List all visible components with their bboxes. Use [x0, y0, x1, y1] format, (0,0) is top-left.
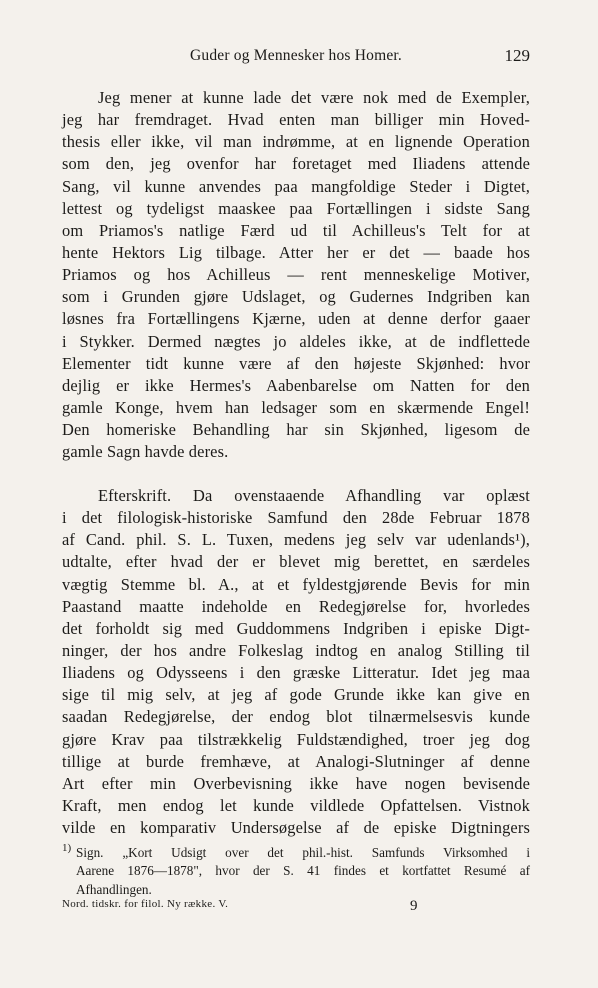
text-line: Iliadens og Odysseens i den græske Litteratur. Idet jeg maa — [62, 663, 530, 683]
signature-footer — [62, 898, 530, 916]
journal-signature: Nord. tidskr. for filol. Ny række. V. — [62, 898, 229, 910]
text-line: Den homeriske Behandling har sin Skjønhed, ligesom de — [62, 420, 530, 440]
text-line: jeg har fremdraget. Hvad enten man billiger min Hoved- — [62, 110, 530, 130]
text-line: i Stykker. Dermed nægtes jo aldeles ikke, at de indflettede — [62, 331, 530, 351]
text-line: thesis eller ikke, vil man indrømme, at en lignende Operation — [62, 132, 530, 152]
text-line: lettest og tydeligst maaskee paa Fortællingen i sidste Sang — [62, 198, 530, 218]
text-line: sige til mig selv, at jeg af gode Grunde ikke kan give en — [62, 685, 530, 705]
text-line: vægtig Stemme bl. A., at et fyldestgjørende Bevis for min — [62, 574, 530, 594]
text-line: løsnes fra Fortællingens Kjærne, uden at denne derfor gaaer — [62, 309, 530, 329]
footnote-line: Aarene 1876—1878", hvor der S. 41 findes et kortfattet Resumé af — [76, 863, 530, 879]
text-line: Sang, vil kunne anvendes paa mangfoldige Steder i Digtet, — [62, 176, 530, 196]
text-line: Priamos og hos Achilleus — rent menneskelige Motiver, — [62, 265, 530, 285]
text-line: i det filologisk-historiske Samfund den 28de Februar 1878 — [62, 508, 530, 528]
text-line: tillige at burde fremhæve, at Analogi-Slutninger af denne — [62, 751, 530, 771]
text-line: gamle Konge, hvem han ledsager som en skærmende Engel! — [62, 397, 530, 417]
text-line: om Priamos's natlige Færd ud til Achilleus's Telt for at — [62, 220, 530, 240]
text-line: udtalte, efter hvad der er blevet mig berettet, en særdeles — [62, 552, 530, 572]
text-line: saadan Redegjørelse, der endog blot tilnærmelsesvis kunde — [62, 707, 530, 727]
text-line: hente Hektors Lig tilbage. Atter her er det — baade hos — [62, 242, 530, 262]
text-line: som i Grunden gjøre Udslaget, og Gudernes Indgriben kan — [62, 287, 530, 307]
text-line: dejlig er ikke Hermes's Aabenbarelse om Natten for den — [62, 375, 530, 395]
text-line: som den, jeg ovenfor har foretaget med Iliadens attende — [62, 154, 530, 174]
paragraph-1 — [62, 87, 530, 463]
running-title: Guder og Mennesker hos Homer. — [190, 47, 402, 64]
page-number: 129 — [504, 46, 530, 65]
text-line: Art efter min Overbevisning ikke have nogen bevisende — [62, 773, 530, 793]
sheet-number: 9 — [410, 898, 418, 914]
text-line: Paastand maatte indeholde en Redegjørelse for, hvorledes — [62, 596, 530, 616]
page-header — [62, 47, 530, 67]
footnote — [62, 844, 530, 899]
text-line: Kraft, men endog let kunde vildlede Opfattelsen. Vistnok — [62, 795, 530, 815]
text-line: vilde en komparativ Undersøgelse af de episke Digtningers — [62, 818, 530, 838]
paragraph-2 — [62, 485, 530, 839]
text-line: det forholdt sig med Guddommens Indgriben i episke Digt- — [62, 618, 530, 638]
text-line: gamle Sagn havde deres. — [62, 442, 229, 462]
text-line: af Cand. phil. S. L. Tuxen, medens jeg selv var udenlands¹), — [62, 530, 530, 550]
footnote-line: Sign. „Kort Udsigt over det phil.-hist. Samfunds Virksomhed i — [76, 845, 530, 860]
footnote-marker: 1) — [62, 842, 72, 854]
text-line: ninger, der hos andre Folkeslag indtog en analog Stilling til — [62, 640, 530, 660]
text-line: Jeg mener at kunne lade det være nok med de Exempler, — [98, 88, 530, 107]
text-line: Efterskrift. Da ovenstaaende Afhandling var oplæst — [98, 486, 530, 505]
footnote-line: Afhandlingen. — [76, 881, 152, 897]
text-line: Elementer tidt kunne være af den højeste Skjønhed: hvor — [62, 353, 530, 373]
text-line: gjøre Krav paa tilstrækkelig Fuldstændighed, troer jeg dog — [62, 729, 530, 749]
